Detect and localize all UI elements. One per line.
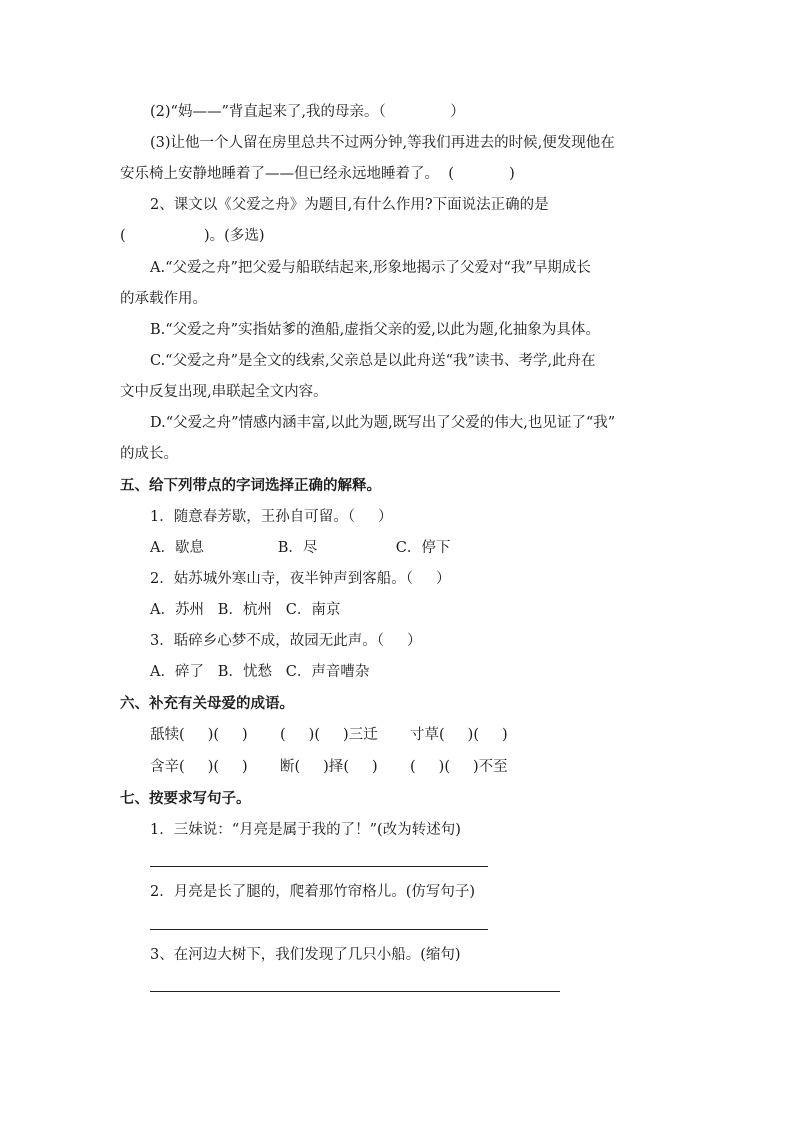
- q5-item2: 2．姑苏城外寒山寺，夜半钟声到客船。（ ）: [150, 571, 451, 587]
- option-c-line2: 文中反复出现,串联起全文内容。: [120, 384, 328, 400]
- q5-item3: 3．聒碎乡心梦不成，故园无此声。（ ）: [150, 633, 422, 649]
- q4-item3-line2: 安乐椅上安静地睡着了——但已经永远地睡着了。 ( ): [120, 166, 515, 182]
- section-5-heading: 五、给下列带点的字词选择正确的解释。: [120, 478, 381, 494]
- q5-item1-options: A．歇息 B．尽 C．停下: [150, 540, 451, 556]
- answer-line-2[interactable]: [150, 929, 488, 930]
- q5-item2-options: A．苏州 B．杭州 C．南京: [150, 602, 341, 618]
- q7-item2: 2．月亮是长了腿的，爬着那竹帘格儿。(仿写句子): [150, 884, 476, 900]
- q4-question2-line2: ( )。(多选): [120, 228, 265, 244]
- option-a-line2: 的承载作用。: [120, 291, 207, 307]
- q7-item1: 1．三妹说：“月亮是属于我的了！”(改为转述句): [150, 822, 461, 838]
- option-d-line2: 的成长。: [120, 446, 178, 462]
- option-c-line1: C.“父爱之舟”是全文的线索,父亲总是以此舟送“我”读书、考学,此舟在: [150, 353, 596, 369]
- q5-item1: 1．随意春芳歇，王孙自可留。（ ）: [150, 509, 393, 525]
- section-7-heading: 七、按要求写句子。: [120, 791, 251, 807]
- q4-question2-line1: 2、课文以《父爱之舟》为题目,有什么作用?下面说法正确的是: [150, 197, 549, 213]
- q7-item3: 3、在河边大树下，我们发现了几只小船。(缩句): [150, 947, 461, 963]
- idiom-row-2: 含辛( )( ) 断( )择( ) ( )( )不至: [150, 759, 508, 775]
- option-d-line1: D.“父爱之舟”情感内涵丰富,以此为题,既写出了父爱的伟大,也见证了“我”: [150, 415, 616, 431]
- option-b: B.“父爱之舟”实指姑爹的渔船,虚指父亲的爱,以此为题,化抽象为具体。: [150, 322, 600, 338]
- section-6-heading: 六、补充有关母爱的成语。: [120, 696, 294, 712]
- answer-line-1[interactable]: [150, 866, 488, 867]
- option-a-line1: A.“父爱之舟”把父爱与船联结起来,形象地揭示了父爱对“我”早期成长: [150, 260, 591, 276]
- q4-item3-line1: (3)让他一个人留在房里总共不过两分钟,等我们再进去的时候,便发现他在: [150, 135, 615, 151]
- answer-line-3[interactable]: [150, 991, 560, 992]
- q5-item3-options: A．碎了 B．忧愁 C．声音嘈杂: [150, 664, 370, 680]
- idiom-row-1: 舐犊( )( ) ( )( )三迁 寸草( )( ): [150, 727, 508, 743]
- q4-item2: (2)“妈——”背直起来了,我的母亲。（ ）: [150, 104, 465, 120]
